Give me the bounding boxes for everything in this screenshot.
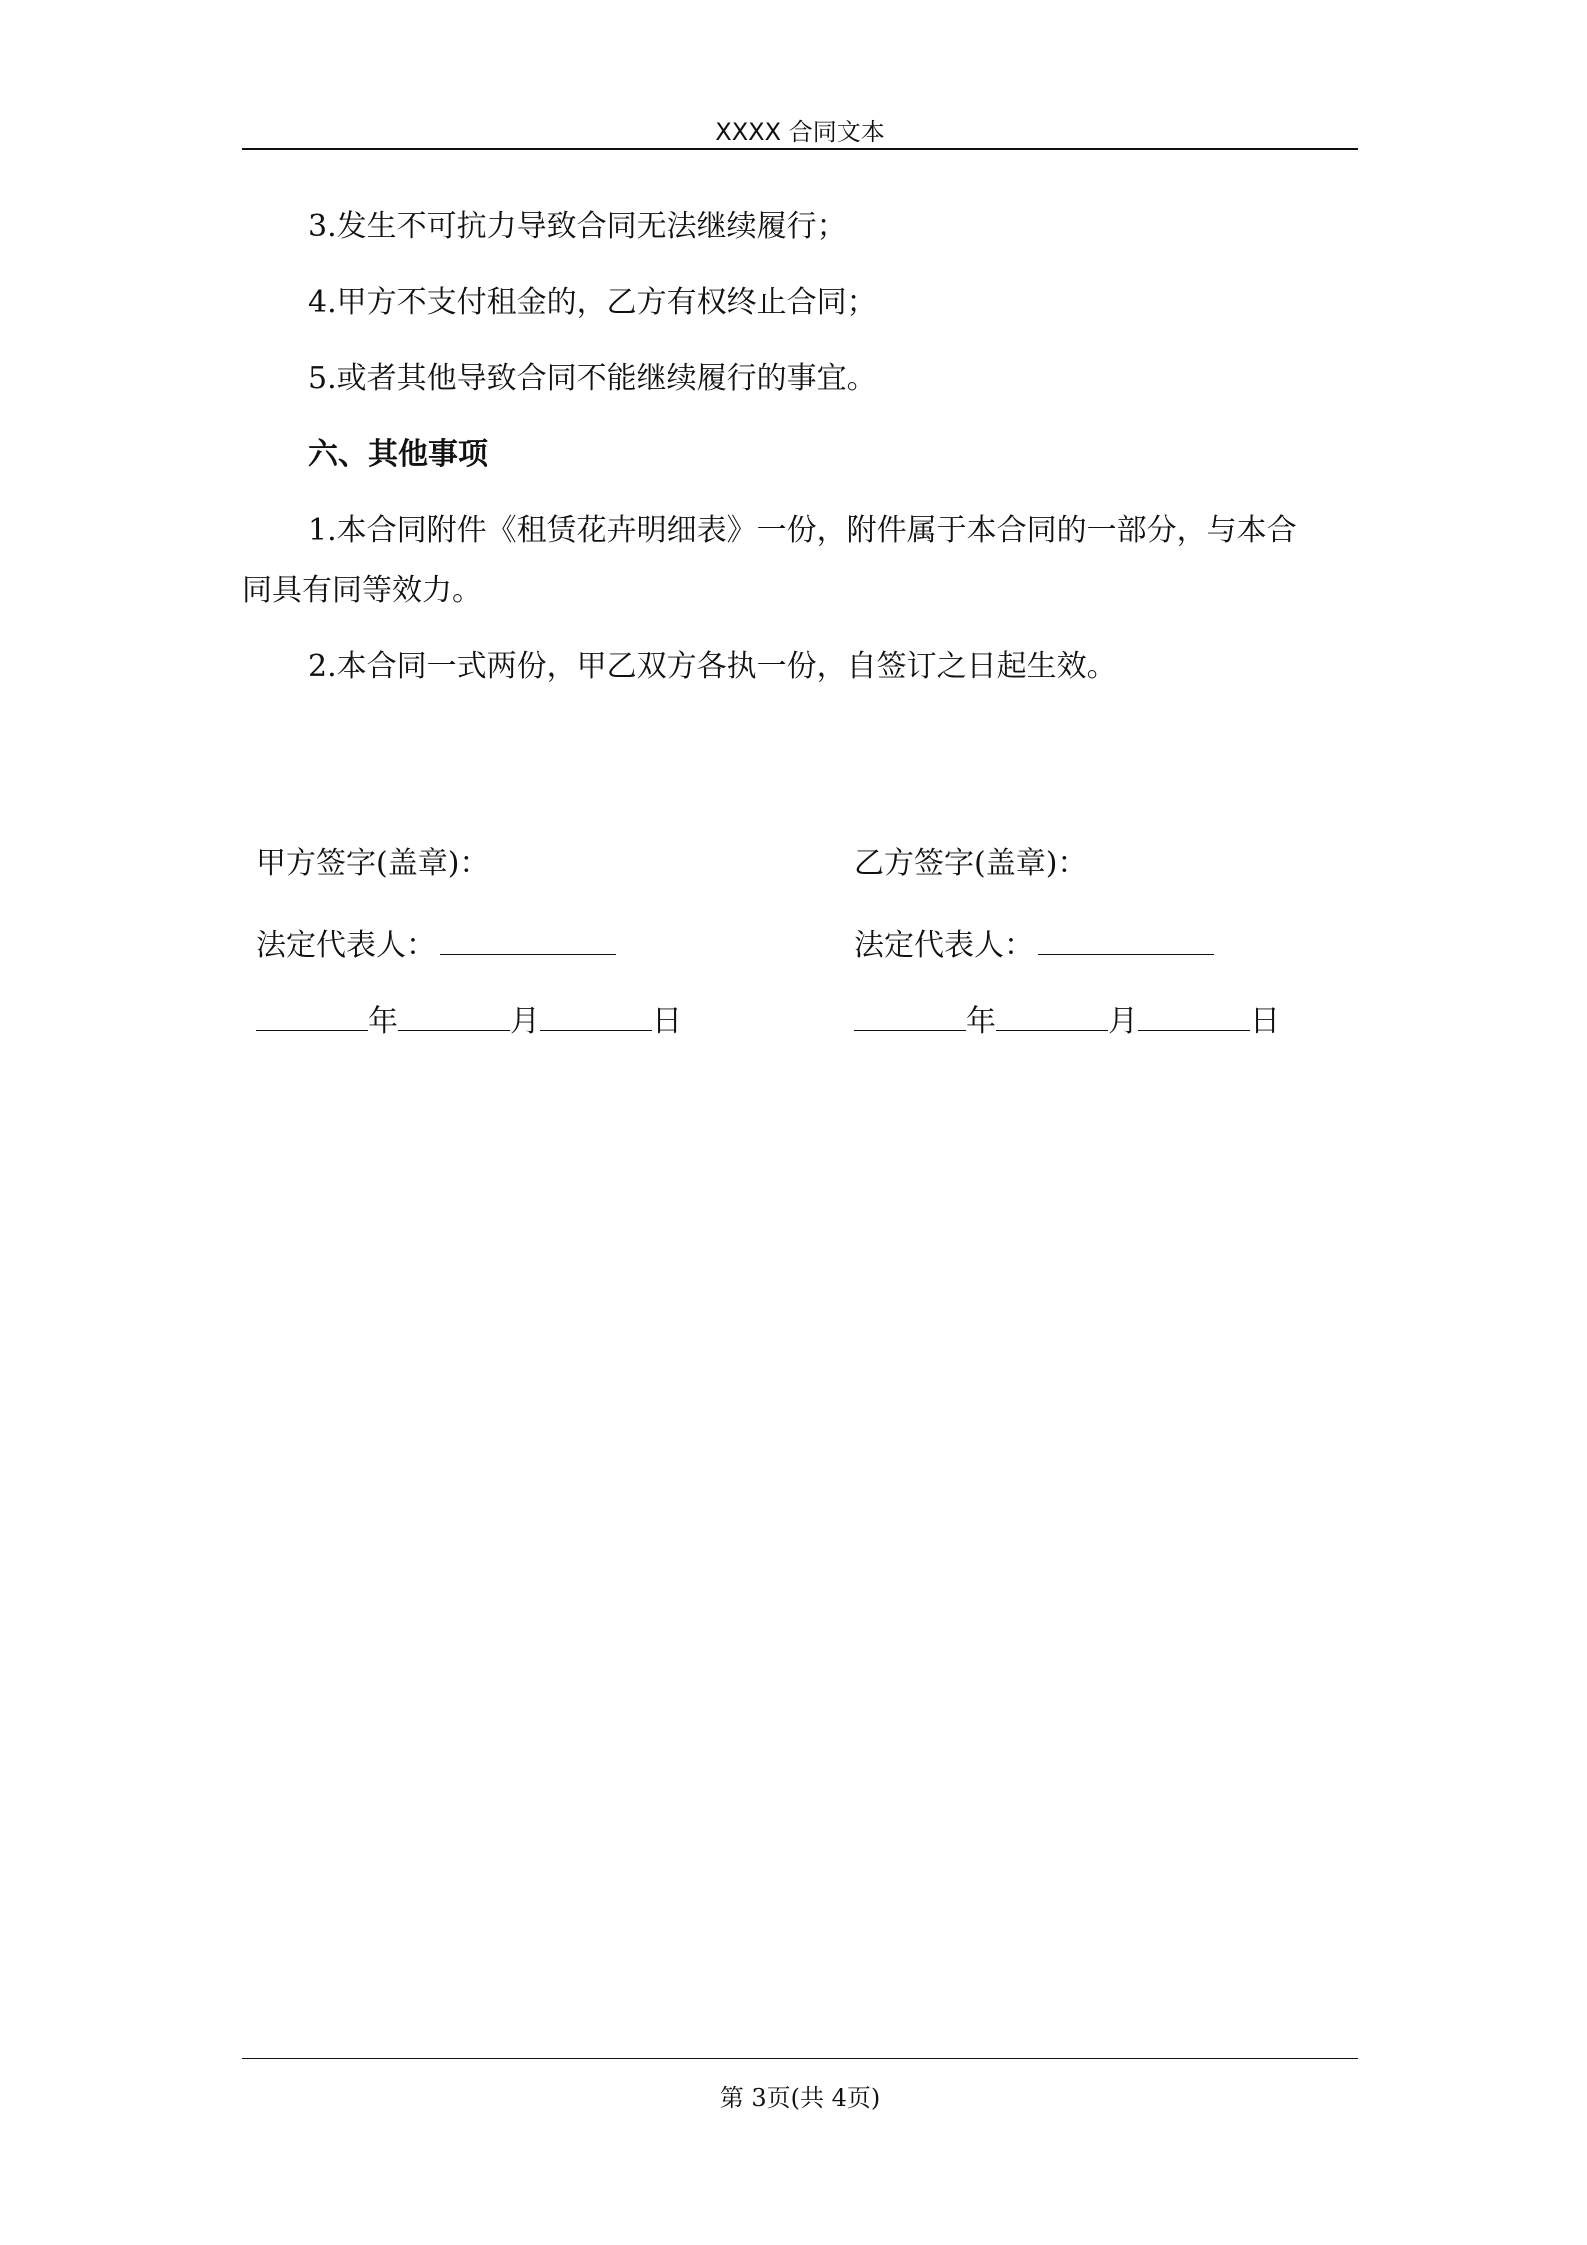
party-b-day-label: 日 xyxy=(1250,1004,1280,1039)
footer-divider xyxy=(242,2058,1358,2059)
party-b-rep-blank[interactable] xyxy=(1038,924,1214,955)
party-a-sign-label: 甲方签字(盖章)： xyxy=(256,846,490,881)
party-a-month-blank[interactable] xyxy=(398,1000,510,1031)
party-b-rep-label: 法定代表人： xyxy=(854,928,1034,963)
page-number: 第 3页(共 4页) xyxy=(719,2084,881,2112)
section6-clause-2: 2.本合同一式两份，甲乙双方各执一份，自签订之日起生效。 xyxy=(308,649,1117,684)
header-title: XXXX 合同文本 xyxy=(715,118,885,146)
clause-3: 3.发生不可抗力导致合同无法继续履行； xyxy=(308,209,847,244)
party-b-date-line xyxy=(854,996,1280,1040)
party-b-year-blank[interactable] xyxy=(854,1000,966,1031)
party-a-date-line xyxy=(256,996,682,1040)
party-a-day-label: 日 xyxy=(652,1004,682,1039)
clause-5: 5.或者其他导致合同不能继续履行的事宜。 xyxy=(308,361,877,396)
clause-4: 4.甲方不支付租金的，乙方有权终止合同； xyxy=(308,285,877,320)
party-b-year-label: 年 xyxy=(966,1004,996,1039)
party-a-year-blank[interactable] xyxy=(256,1000,368,1031)
header-divider xyxy=(242,148,1358,150)
party-a-rep-line xyxy=(256,920,616,964)
party-a-month-label: 月 xyxy=(510,1004,540,1039)
party-b-month-blank[interactable] xyxy=(996,1000,1108,1031)
party-a-rep-label: 法定代表人： xyxy=(256,928,436,963)
party-b-sign-label: 乙方签字(盖章)： xyxy=(854,846,1088,881)
section-heading: 六、其他事项 xyxy=(308,437,488,472)
party-a-year-label: 年 xyxy=(368,1004,398,1039)
party-b-month-label: 月 xyxy=(1108,1004,1138,1039)
party-a-rep-blank[interactable] xyxy=(440,924,616,955)
section6-clause-1-line1: 1.本合同附件《租赁花卉明细表》一份，附件属于本合同的一部分，与本合 xyxy=(308,513,1297,548)
party-b-rep-line xyxy=(854,920,1214,964)
section6-clause-1-line2: 同具有同等效力。 xyxy=(242,573,482,608)
party-b-day-blank[interactable] xyxy=(1138,1000,1250,1031)
party-a-day-blank[interactable] xyxy=(540,1000,652,1031)
